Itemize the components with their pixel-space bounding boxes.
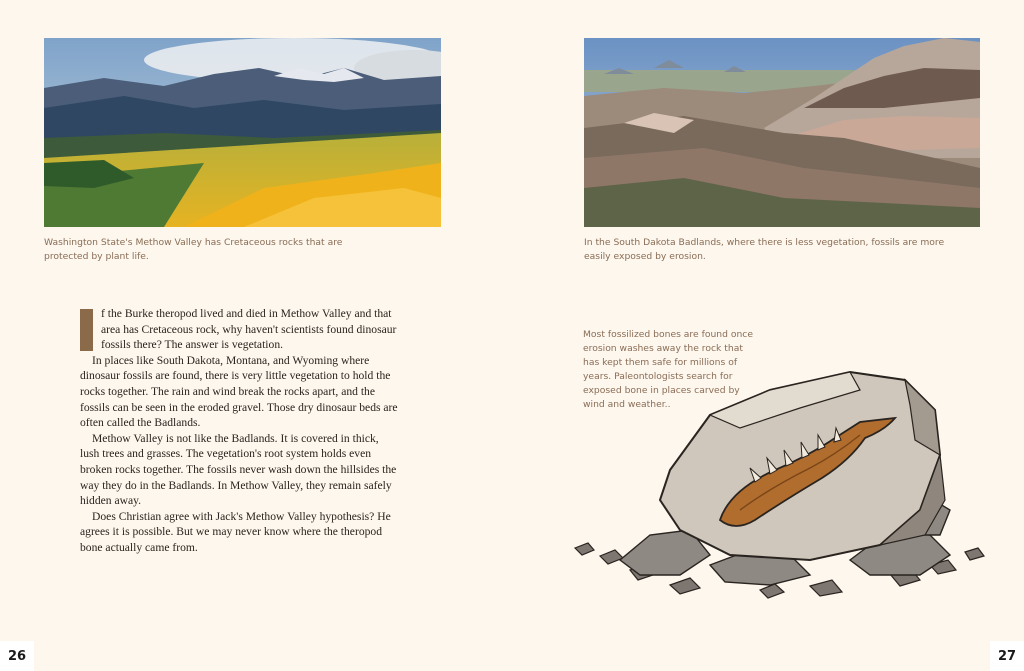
paragraph-1 xyxy=(80,306,398,353)
main-article-text xyxy=(80,306,398,556)
methow-valley-caption: Washington State's Methow Valley has Cretaceous rocks that are protected by plant life. xyxy=(44,237,343,262)
page-number-right: 27 xyxy=(990,641,1024,671)
paragraph-1-text: f the Burke theropod lived and died in Methow Valley and that area has Cretaceous rock, why haven't scientists found dinosaur fossils there? The answer is vegetation. xyxy=(101,307,397,352)
paragraph-3: Methow Valley is not like the Badlands. It is covered in thick, lush trees and grasses. The vegetation's root system holds even broken rocks together. The fossils never wash down the hillsides the way they do in the Badlands. In Methow Valley, they remain safely hidden away. xyxy=(80,431,397,508)
methow-valley-photo xyxy=(44,38,441,227)
badlands-photo xyxy=(584,38,980,227)
drop-cap-block xyxy=(80,309,93,351)
paragraph-2: In places like South Dakota, Montana, and Wyoming where dinosaur fossils are found, there is very little vegetation to hold the rocks together. The rain and wind break the rocks apart, and the fossils can be seen in the eroded gravel. Those dry dinosaur beds are often called the Badlands. xyxy=(80,353,398,430)
page-number-left: 26 xyxy=(0,641,34,671)
paragraph-4: Does Christian agree with Jack's Methow Valley hypothesis? He agrees it is possible. But we may never know where the theropod bone actually came from. xyxy=(80,509,391,554)
fossil-caption: Most fossilized bones are found once erosion washes away the rock that has kept them safe for millions of years. Paleontologists search for exposed bone in places carved by wind and weather.. xyxy=(583,329,753,410)
badlands-caption: In the South Dakota Badlands, where there is less vegetation, fossils are more easily exposed by erosion. xyxy=(584,237,945,262)
fossil-rock-illustration xyxy=(560,360,1000,605)
